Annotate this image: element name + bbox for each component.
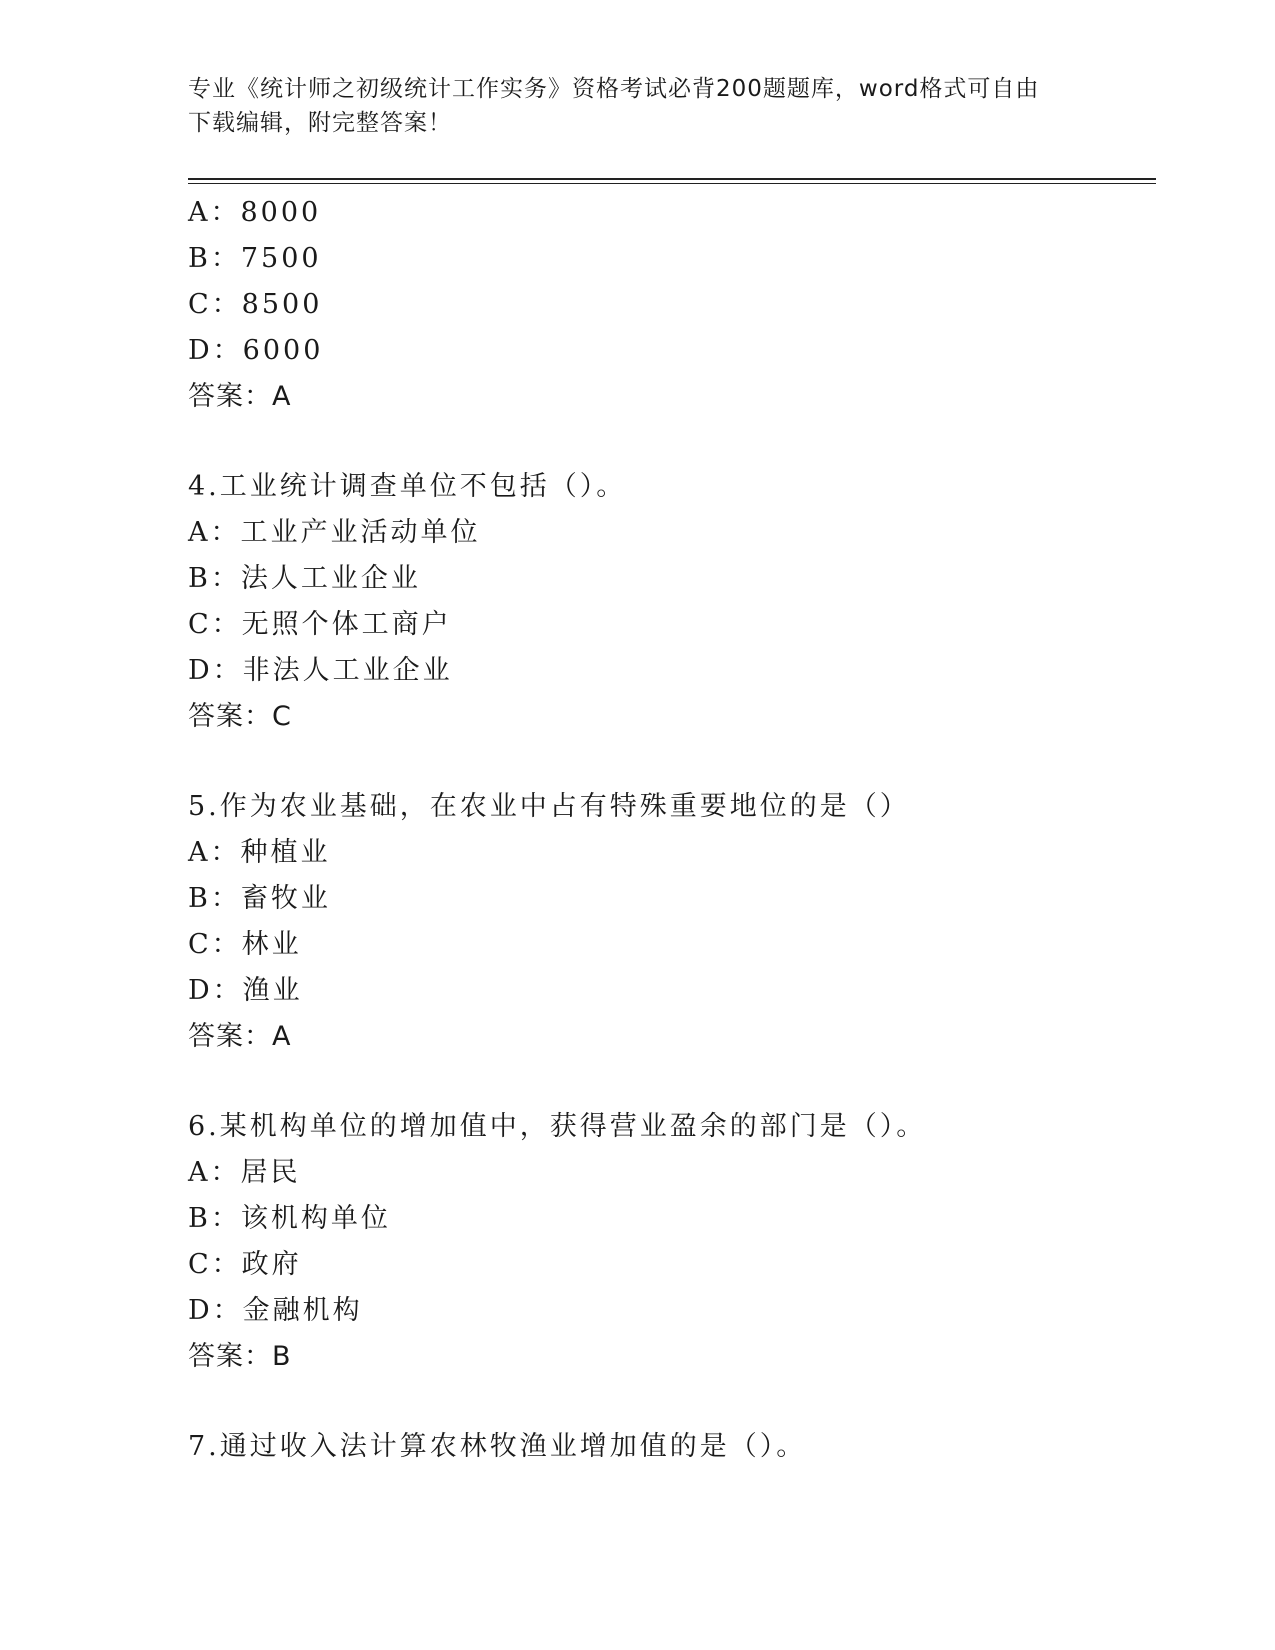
answer: 答案：A <box>188 1021 292 1052</box>
question-list <box>188 190 1148 1514</box>
answer: 答案：A <box>188 381 292 412</box>
option-a: A：种植业 <box>188 837 331 868</box>
question-7 <box>188 1424 1148 1470</box>
option-b: B：法人工业企业 <box>188 563 421 594</box>
question-stem: 6.某机构单位的增加值中，获得营业盈余的部门是（）。 <box>188 1111 927 1142</box>
document-header <box>188 72 1068 140</box>
answer: 答案：B <box>188 1341 292 1372</box>
header-divider-thick <box>188 178 1156 180</box>
question-5 <box>188 784 1148 1060</box>
header-line-2: 下载编辑，附完整答案！ <box>188 110 452 136</box>
header-line-1: 专业《统计师之初级统计工作实务》资格考试必背200题题库，word格式可自由 <box>188 76 1040 102</box>
option-c: C：林业 <box>188 929 302 960</box>
option-b: B：7500 <box>188 243 322 274</box>
option-b: B：该机构单位 <box>188 1203 391 1234</box>
question-4 <box>188 464 1148 740</box>
option-a: A：工业产业活动单位 <box>188 517 481 548</box>
question-6 <box>188 1104 1148 1380</box>
option-d: D：6000 <box>188 335 324 366</box>
question-partial <box>188 190 1148 420</box>
option-c: C：8500 <box>188 289 323 320</box>
option-d: D：非法人工业企业 <box>188 655 453 686</box>
option-d: D：渔业 <box>188 975 303 1006</box>
option-d: D：金融机构 <box>188 1295 363 1326</box>
option-b: B：畜牧业 <box>188 883 331 914</box>
option-c: C：无照个体工商户 <box>188 609 452 640</box>
header-divider-thin <box>188 183 1156 184</box>
option-a: A：居民 <box>188 1157 301 1188</box>
question-stem: 4.工业统计调查单位不包括（）。 <box>188 471 627 502</box>
answer: 答案：C <box>188 701 292 732</box>
option-a: A：8000 <box>188 197 322 228</box>
question-stem: 7.通过收入法计算农林牧渔业增加值的是（）。 <box>188 1431 807 1462</box>
question-stem: 5.作为农业基础，在农业中占有特殊重要地位的是（） <box>188 791 910 822</box>
option-c: C：政府 <box>188 1249 302 1280</box>
